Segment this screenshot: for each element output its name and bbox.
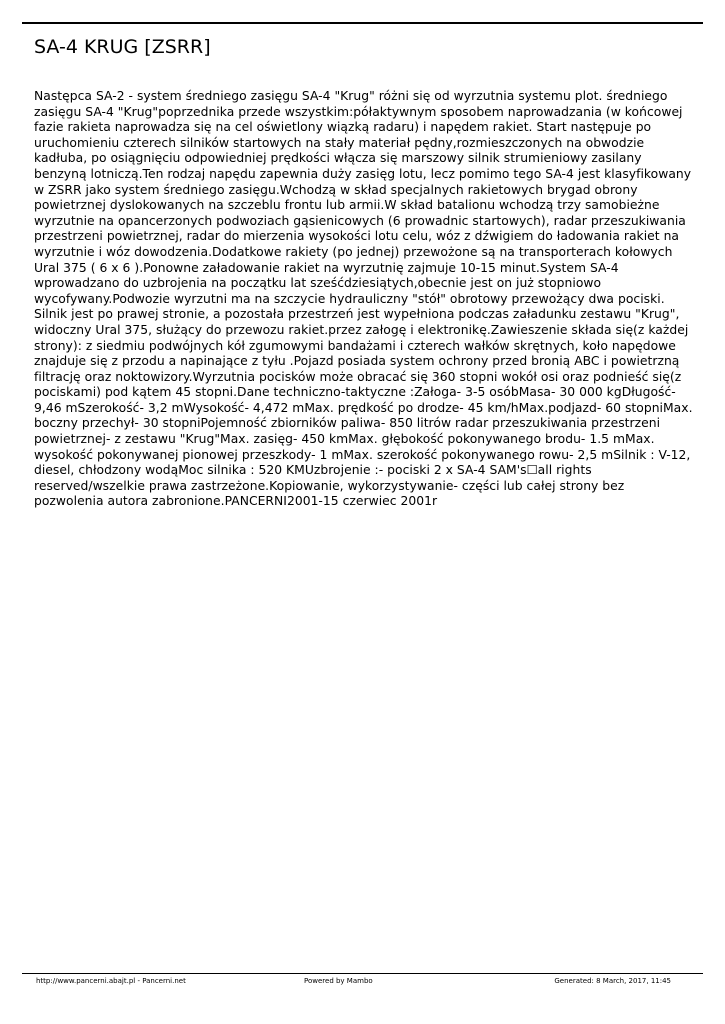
footer-generated-date: Generated: 8 March, 2017, 11:45: [554, 977, 671, 985]
header-divider: [22, 22, 703, 24]
page-title: SA-4 KRUG [ZSRR]: [34, 36, 211, 58]
footer-site-url: http://www.pancerni.abajt.pl - Pancerni.net: [36, 977, 186, 985]
footer-divider: [22, 973, 703, 974]
footer-powered-by: Powered by Mambo: [304, 977, 373, 985]
article-body: Następca SA-2 - system średniego zasięgu SA-4 "Krug" różni się od wyrzutnia systemu plot. średniego zasięgu SA-4 "Krug"poprzednika przede wszystkim:półaktywnym sposobem naprowadzania (w końcowej fazie rakieta naprowadza się na cel oświetlony wiązką radaru) i napędem rakiet. Start następuje po uruchomieniu czterech silników startowych na stały materiał pędny,rozmieszczonych na obwodzie kadłuba, po osiągnięciu odpowiedniej prędkości włącza się marszowy silnik strumieniowy zasilany benzyną lotniczą.Ten rodzaj napędu zapewnia duży zasięg lotu, lecz pomimo tego SA-4 jest klasyfikowany w ZSRR jako system średniego zasięgu.Wchodzą w skład specjalnych rakietowych brygad obrony powietrznej dyslokowanych na szczeblu frontu lub armii.W skład batalionu wchodzą trzy samobieżne wyrzutnie na opancerzonych podwoziach gąsienicowych (6 prowadnic startowych), radar przeszukiwania przestrzeni powietrznej, radar do mierzenia wysokości lotu celu, wóz z dźwigiem do ładowania rakiet na wyrzutnie i wóz dowodzenia.Dodatkowe rakiety (po jednej) przewożone są na transporterach kołowych Ural 375 ( 6 x 6 ).Ponowne załadowanie rakiet na wyrzutnię zajmuje 10-15 minut.System SA-4 wprowadzano do uzbrojenia na początku lat sześćdziesiątych,obecnie jest on już stopniowo wycofywany.Podwozie wyrzutni ma na szczycie hydrauliczny "stół" obrotowy przewożący dwa pociski. Silnik jest po prawej stronie, a pozostała przestrzeń jest wypełniona podczas załadunku zestawu "Krug", widoczny Ural 375, służący do przewozu rakiet.przez załogę i elektronikę.Zawieszenie składa się(z każdej strony): z siedmiu podwójnych kół zgumowymi bandażami i czterech wałków skrętnych, koło napędowe znajduje się z przodu a napinające z tyłu .Pojazd posiada system ochrony przed bronią ABC i powietrzną filtrację oraz noktowizory.Wyrzutnia pocisków może obracać się 360 stopni wokół osi oraz podnieść się(z pociskami) pod kątem 45 stopni.Dane techniczno-taktyczne :Załoga- 3-5 osóbMasa- 30 000 kgDługość- 9,46 mSzerokość- 3,2 mWysokość- 4,472 mMax. prędkość po drodze- 45 km/hMax.podjazd- 60 stopniMax. boczny przechył- 30 stopniPojemność zbiorników paliwa- 850 litrów radar przeszukiwania przestrzeni powietrznej- z zestawu "Krug"Max. zasięg- 450 kmMax. głębokość pokonywanego brodu- 1.5 mMax. wysokość pokonywanej pionowej przeszkody- 1 mMax. szerokość pokonywanego rowu- 2,5 mSilnik : V-12, diesel, chłodzony wodąMoc silnika : 520 KMUzbrojenie :- pociski 2 x SA-4 SAM's☐all rights reserved/wszelkie prawa zastrzeżone.Kopiowanie, wykorzystywanie- części lub całej strony bez pozwolenia autora zabronione.PANCERNI2001-15 czerwiec 2001r: [34, 89, 693, 509]
